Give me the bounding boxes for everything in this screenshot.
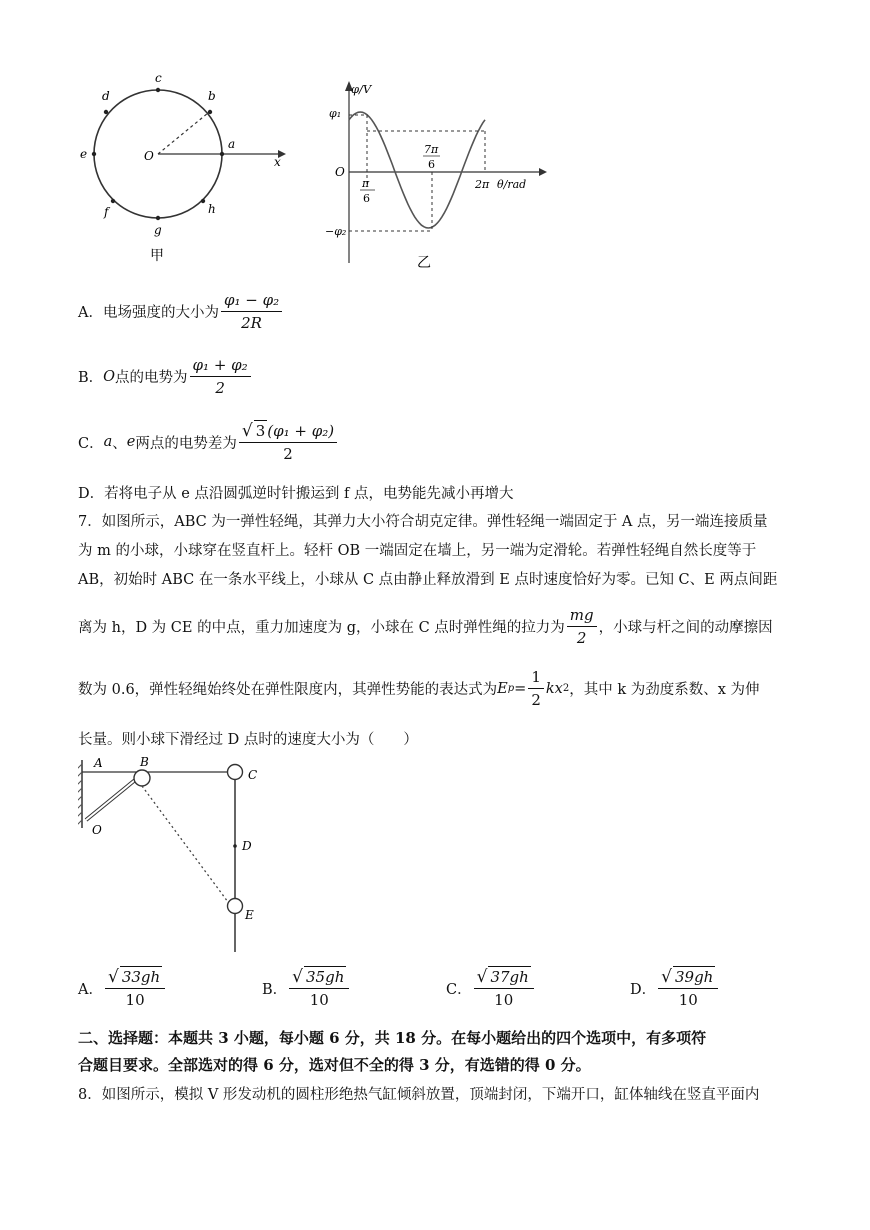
q7-half-num: 1 <box>528 667 544 689</box>
q7-kx-sq: 2 <box>562 683 570 694</box>
yi-neg-phi2: −φ₂ <box>325 225 347 238</box>
yi-curve <box>349 112 485 228</box>
jia-label-o: O <box>144 149 154 163</box>
q7-option-d <box>630 966 720 1010</box>
q7-ball-c <box>228 765 243 780</box>
q7-option-b-den: 10 <box>309 991 329 1009</box>
q7-option-c-sqrt: 37gh <box>490 968 529 986</box>
jia-label-g: g <box>154 223 162 237</box>
q7-option-c <box>446 966 536 1010</box>
q6-option-a-text: A．电场强度的大小为 <box>78 305 219 321</box>
q7-half-fraction <box>528 667 544 710</box>
q7-option-d-num: √ 39gh <box>658 966 718 989</box>
q6-option-a-fraction <box>221 290 282 333</box>
q7-label-b: B <box>140 755 149 769</box>
q7-tension-fraction <box>567 605 597 648</box>
yi-caption: 乙 <box>417 255 431 270</box>
jia-point-g <box>156 216 160 220</box>
section2-line-1: 二、选择题：本题共 3 小题，每小题 6 分，共 18 分。在每小题给出的四个选项中，有多项符 <box>78 1029 707 1047</box>
jia-label-f: f <box>104 205 109 219</box>
yi-tick-7pi6-num: 7π <box>424 143 439 156</box>
jia-label-h: h <box>208 202 216 216</box>
yi-origin: O <box>335 165 345 179</box>
q7-option-a-den: 10 <box>125 991 145 1009</box>
q7-option-a-fraction <box>105 966 165 1010</box>
jia-label-e: e <box>80 147 88 161</box>
q7-label-o: O <box>92 823 102 837</box>
jia-label-d: d <box>102 89 110 103</box>
q7-pulley-b <box>134 770 150 786</box>
q7-label-e: E <box>245 908 254 922</box>
q7-tension-den: 2 <box>576 629 587 647</box>
figure-yi <box>325 75 555 270</box>
jia-point-f <box>111 199 115 203</box>
q7-line-5 <box>78 667 760 710</box>
q7-label-c: C <box>248 768 258 782</box>
q6-option-b-text: 点的电势为 <box>115 370 188 386</box>
jia-label-x: x <box>274 155 281 169</box>
q7-option-c-label: C． <box>446 981 472 998</box>
q6-option-c-a: a <box>103 434 113 450</box>
jia-point-b <box>208 110 212 114</box>
q6-option-b-fraction <box>190 355 251 398</box>
q6-option-c-text: 两点的电势差为 <box>135 435 237 452</box>
q7-option-a <box>78 966 167 1010</box>
q6-option-c-sep: 、 <box>112 435 127 452</box>
jia-radius-dashed <box>158 113 208 154</box>
q6-option-d: D．若将电子从 e 点沿圆弧逆时针搬运到 f 点，电势能先减小再增大 <box>78 486 514 502</box>
q7-ep: E <box>497 680 508 697</box>
q7-label-a: A <box>94 756 103 770</box>
q7-option-b-fraction <box>289 966 349 1010</box>
yi-tick-7pi6-den: 6 <box>428 158 435 171</box>
yi-phi1: φ₁ <box>329 107 342 120</box>
q7-option-b-num: √ 35gh <box>289 966 349 989</box>
q6-option-c-e: e <box>126 434 136 450</box>
q6-option-b <box>78 355 253 398</box>
yi-y-label: φ/V <box>351 82 372 96</box>
q6-option-b-num: φ₁ + φ₂ <box>190 355 251 377</box>
yi-x-label: θ/rad <box>497 178 527 191</box>
figure-q7 <box>78 752 278 957</box>
jia-point-d <box>104 110 108 114</box>
q7-point-d <box>233 844 237 848</box>
q6-option-c-label: C． <box>78 435 104 452</box>
q7-option-d-den: 10 <box>678 991 698 1009</box>
yi-tick-2pi: 2π <box>475 178 490 191</box>
q6-option-b-den: 2 <box>215 379 225 397</box>
q7-option-b-sqrt: 35gh <box>306 968 345 986</box>
jia-label-a: a <box>228 137 236 151</box>
q6-option-a-num: φ₁ − φ₂ <box>221 290 282 312</box>
q6-option-c <box>78 420 339 464</box>
q7-option-a-num: √ 33gh <box>105 966 165 989</box>
q6-option-a-den: 2R <box>241 314 262 332</box>
q7-eq: = <box>514 680 527 697</box>
q6-option-a <box>78 290 284 333</box>
figure-jia <box>78 68 298 268</box>
q7-line-4-pre: 离为 h，D 为 CE 的中点，重力加速度为 g，小球在 C 点时弹性绳的拉力为 <box>78 620 565 636</box>
q8-line-1: 8．如图所示，模拟 V 形发动机的圆柱形绝热气缸倾斜放置，顶端封闭，下端开口，缸体轴线在竖直平面内 <box>78 1087 760 1103</box>
q7-half-den: 2 <box>531 691 541 709</box>
q7-option-c-fraction <box>474 966 534 1010</box>
q7-kx: kx <box>545 680 563 697</box>
q7-option-b <box>262 966 351 1010</box>
q6-option-c-num: √ 3 (φ₁ + φ₂) <box>239 420 337 443</box>
jia-point-h <box>201 199 205 203</box>
yi-x-arrow <box>539 168 547 176</box>
q7-option-a-label: A． <box>78 981 103 998</box>
jia-label-c: c <box>155 71 162 85</box>
q7-label-d: D <box>242 839 252 853</box>
q7-rod-ob-inner <box>86 776 140 820</box>
jia-point-c <box>156 88 160 92</box>
q7-line-2: 为 m 的小球，小球穿在竖直杆上。轻杆 OB 一端固定在墙上，另一端为定滑轮。若弹性轻绳自然长度等于 <box>78 543 757 559</box>
q7-line-1: 7．如图所示，ABC 为一弹性轻绳，其弹力大小符合胡克定律。弹性轻绳一端固定于 A 点，另一端连接质量 <box>78 514 768 530</box>
q6-option-c-fraction <box>239 420 337 464</box>
q7-line-3: AB，初始时 ABC 在一条水平线上，小球从 C 点由静止释放滑到 E 点时速度恰好为零。已知 C、E 两点间距 <box>78 572 778 588</box>
q6-option-c-num-sqrt: 3 <box>255 422 266 440</box>
q7-tension-num: mg <box>567 605 597 627</box>
q7-option-c-den: 10 <box>494 991 514 1009</box>
q7-option-b-label: B． <box>262 981 288 998</box>
q7-line-5-pre: 数为 0.6，弹性轻绳始终处在弹性限度内，其弹性势能的表达式为 <box>78 682 498 698</box>
yi-tick-pi6-num: π <box>362 177 370 190</box>
jia-label-b: b <box>208 89 216 103</box>
yi-tick-pi6-den: 6 <box>363 192 370 205</box>
section2-line-2: 合题目要求。全部选对的得 6 分，选对但不全的得 3 分，有选错的得 0 分。 <box>78 1056 591 1074</box>
q7-rope-dotted <box>142 786 228 902</box>
q7-line-5-post: ，其中 k 为劲度系数、x 为伸 <box>569 682 760 698</box>
q6-option-c-num-rest: (φ₁ + φ₂) <box>267 422 335 440</box>
q6-option-c-den: 2 <box>283 445 293 463</box>
q7-ball-e <box>228 899 243 914</box>
q7-option-a-sqrt: 33gh <box>121 968 161 986</box>
q7-option-d-label: D． <box>630 981 657 998</box>
q7-ep-sub: p <box>507 683 515 694</box>
jia-point-e <box>92 152 96 156</box>
q7-line-6: 长量。则小球下滑经过 D 点时的速度大小为（ ） <box>78 732 418 748</box>
q7-option-d-fraction <box>658 966 718 1010</box>
q7-option-c-num: √ 37gh <box>474 966 534 989</box>
q7-line-4-post: ，小球与杆之间的动摩擦因 <box>598 620 773 636</box>
q6-option-b-o: O <box>103 368 116 385</box>
q7-option-d-sqrt: 39gh <box>674 968 714 986</box>
jia-caption: 甲 <box>150 248 164 264</box>
q7-line-4 <box>78 605 773 648</box>
jia-point-a <box>220 152 224 156</box>
q6-option-b-label: B． <box>78 370 104 386</box>
